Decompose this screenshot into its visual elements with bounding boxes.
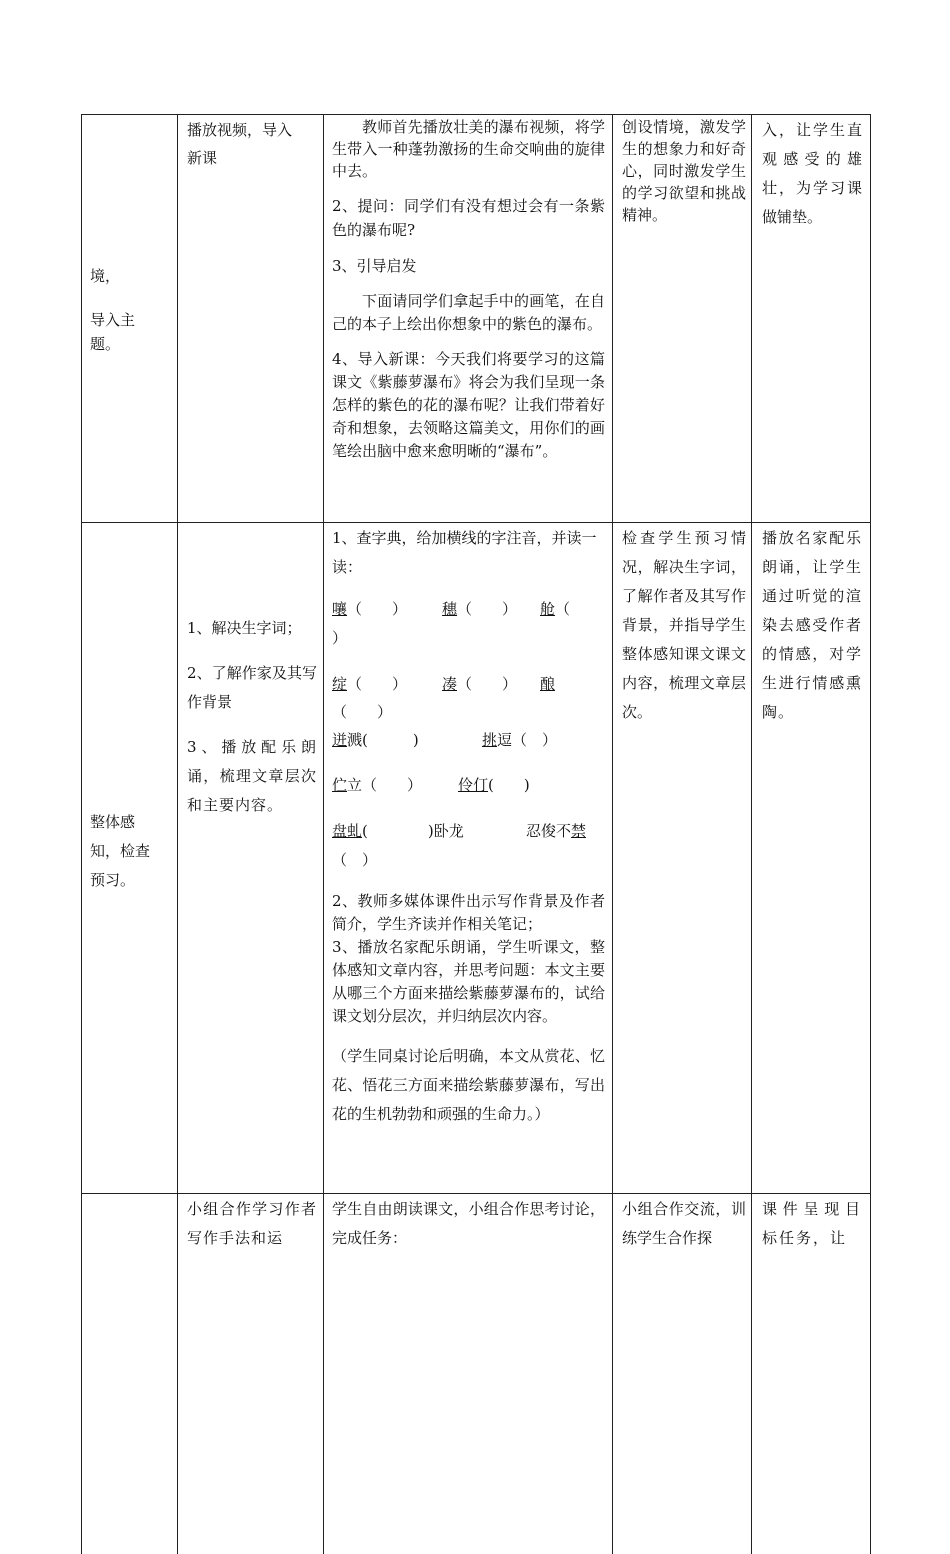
teacher-paragraph: 3、播放名家配乐朗诵，学生听课文，整体感知文章内容，并思考问题：本文主要从哪三个方面来描绘紫藤萝瀑布的，试给课文划分层次，并归纳层次内容。 bbox=[332, 938, 605, 1025]
vocab-item: 凑（ ） bbox=[442, 675, 518, 693]
row2-stage bbox=[90, 808, 174, 895]
stage-line: 导入主 bbox=[90, 311, 136, 329]
row1-intent: 创设情境，激发学生的想象力和好奇心，同时激发学生的学习欲望和挑战精神。 bbox=[622, 118, 746, 224]
row2-activity bbox=[187, 614, 317, 820]
activity-item: 2、了解作家及其写作背景 bbox=[187, 664, 317, 711]
activity-item: 3、播放配乐朗诵，梳理文章层次和主要内容。 bbox=[187, 738, 317, 814]
row3-activity: 小组合作学习作者写作手法和运 bbox=[187, 1200, 317, 1247]
column-divider-4 bbox=[751, 114, 752, 1554]
row1-activity bbox=[187, 116, 317, 172]
vocab-item: 穗（ ） bbox=[442, 600, 518, 618]
vocab-item-cont: ） bbox=[332, 629, 348, 647]
table-border-left bbox=[81, 114, 82, 1554]
teacher-paragraph: 下面请同学们拿起手中的画笔，在自己的本子上绘出你想象中的紫色的瀑布。 bbox=[332, 292, 605, 333]
teacher-paragraph: 1、查字典，给加横线的字注音，并读一读： bbox=[332, 529, 597, 576]
teacher-paragraph: 2、提问：同学们有没有想过会有一条紫色的瀑布呢? bbox=[332, 197, 605, 239]
row-divider-1 bbox=[81, 522, 871, 523]
row3-intent: 小组合作交流，训练学生合作探 bbox=[622, 1200, 746, 1247]
stage-line: 知，检查 bbox=[90, 842, 151, 860]
vocab-item: 舱（ bbox=[540, 600, 571, 618]
activity-line: 播放视频，导入 bbox=[187, 121, 293, 139]
teacher-paragraph: 3、引导启发 bbox=[332, 257, 417, 275]
vocab-item: 绽（ ） bbox=[332, 675, 408, 693]
stage-line: 整体感 bbox=[90, 813, 136, 831]
vocab-item-cont: （ ） bbox=[332, 703, 393, 721]
stage-line: 题。 bbox=[90, 335, 121, 353]
activity-item: 1、解决生字词； bbox=[187, 619, 302, 637]
teacher-paragraph: 教师首先播放壮美的瀑布视频，将学生带入一种蓬勃激扬的生命交响曲的旋律中去。 bbox=[332, 118, 605, 180]
teacher-paragraph: （学生同桌讨论后明确，本文从赏花、忆花、悟花三方面来描绘紫藤萝瀑布，写出花的生机勃勃和顽强的生命力。） bbox=[332, 1047, 605, 1123]
table-border-right bbox=[870, 114, 871, 1554]
vocab-item: 忍俊不禁 bbox=[526, 822, 587, 840]
column-divider-3 bbox=[612, 114, 613, 1554]
row2-media: 播放名家配乐朗诵，让学生通过听觉的渲染去感受作者的情感，对学生进行情感熏陶。 bbox=[762, 529, 862, 721]
column-divider-2 bbox=[323, 114, 324, 1554]
table-border-top bbox=[81, 114, 871, 115]
vocab-item-cont: （ ） bbox=[332, 851, 378, 869]
vocab-item: 嚷（ ） bbox=[332, 600, 408, 618]
row1-stage bbox=[90, 264, 170, 356]
row1-media: 入，让学生直观感受的雄壮，为学习课做铺垫。 bbox=[762, 121, 862, 226]
vocab-item: 迸溅( ) bbox=[332, 731, 419, 749]
teacher-paragraph: 2、教师多媒体课件出示写作背景及作者简介，学生齐读并作相关笔记； bbox=[332, 892, 605, 933]
column-divider-1 bbox=[177, 114, 178, 1554]
row2-teacher bbox=[332, 524, 605, 582]
lesson-plan-table bbox=[81, 114, 871, 1554]
row2-teacher-rest bbox=[332, 890, 605, 1129]
row3-teacher: 学生自由朗读课文，小组合作思考讨论，完成任务： bbox=[332, 1200, 605, 1247]
vocab-item: 酿 bbox=[540, 675, 556, 693]
teacher-paragraph: 4、导入新课：今天我们将要学习的这篇课文《紫藤萝瀑布》将会为我们呈现一条怎样的紫色的花的瀑布呢？让我们带着好奇和想象，去领略这篇美文，用你们的画笔绘出脑中愈来愈明晰的“瀑布”。 bbox=[332, 350, 605, 460]
vocab-item: 伫立（ ） bbox=[332, 776, 423, 794]
row-divider-2 bbox=[81, 1193, 871, 1194]
row1-teacher bbox=[332, 116, 605, 463]
vocab-item: 伶仃( ) bbox=[458, 776, 530, 794]
activity-line: 新课 bbox=[187, 149, 218, 167]
vocab-item: 盘虬( )卧龙 bbox=[332, 822, 464, 840]
stage-line: 预习。 bbox=[90, 871, 136, 889]
row2-intent: 检查学生预习情况，解决生字词，了解作者及其写作背景，并指导学生整体感知课文课文内容，梳理文章层次。 bbox=[622, 529, 746, 721]
stage-line: 境， bbox=[90, 267, 121, 285]
vocab-item: 挑逗（ ） bbox=[482, 731, 558, 749]
row3-media: 课件呈现目标任务，让 bbox=[762, 1200, 862, 1247]
